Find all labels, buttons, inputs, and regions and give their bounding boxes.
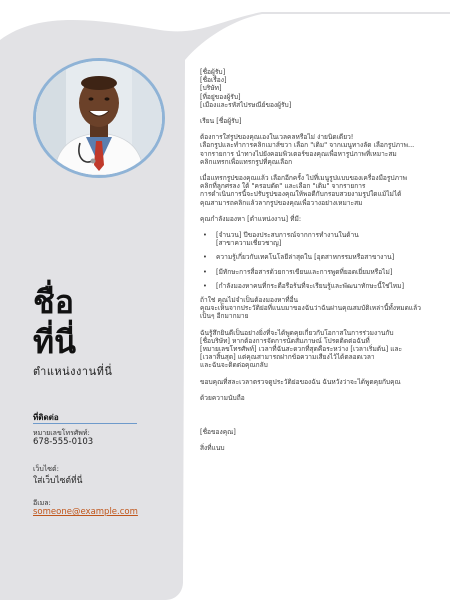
recipient-company: [บริษัท] [200,84,222,93]
paragraph-3 [200,296,448,321]
requirements-list [200,231,448,290]
paragraph-line: [หมายเลขโทรศัพท์] เวลาที่ฉันสะดวกที่สุดคือระหว่าง [เวลาเริ่มต้น] และ [200,345,403,354]
paragraph-line: จากรายการ นำทางไปยังคอมพิวเตอร์ของคุณเพื่อหารูปภาพที่เหมาะสม [200,149,397,158]
website-label: เว็บไซต์: [33,465,59,473]
recipient-title: [ชื่อเรื่อง] [200,76,227,85]
list-item-text: • [มีทักษะการสื่อสารด้วยการเขียนและการพูดที่ยอดเยี่ยมหรือไม่] [216,267,393,276]
paragraph-line: เป็นๆ อีกมากมาย [200,312,249,321]
paragraph-line: คุณจะเห็นจากประวัติย่อที่แนบมาของฉันว่าฉันผ่านคุณสมบัติเหล่านี้ทั้งหมดแล้ว [200,304,421,313]
list-item-text: • [กำลังมองหาคนที่กระตือรือร้นที่จะเรียนรู้และพัฒนาทักษะนี้ใช่ไหม] [216,281,405,290]
paragraph-line: การดำเนินการนี้จะปรับรูปของคุณให้พอดีกับกรอบสวยงามรูปใดแม้ไม่ได้ [200,190,402,199]
recipient-name: [ชื่อผู้รับ] [200,68,226,76]
contact-heading: ที่ติดต่อ [33,413,59,422]
cover-letter-body [200,68,448,453]
list-item-text: [สาขาความเชี่ยวชาญ] [216,239,282,248]
name-line-1: ชื่อ [33,283,74,321]
paragraph-line: คุณสามารถคลิกแล้วลากรูปของคุณเพื่อวางอย่างเหมาะสม [200,198,363,207]
paragraph-line: คลิกแทรกเพื่อแทรกรูปที่คุณเลือก [200,157,293,166]
list-item-text: • [จำนวน] ปีของประสบการณ์จากการทำงานในด้าน [216,231,359,240]
recipient-block [200,68,448,109]
paragraph-line: ต้องการใส่รูปของคุณเองในเวลคลหรือไม่ ง่ายนิดเดียว! [200,133,354,142]
name-line-2: ที่นี่ [33,323,76,361]
email-link[interactable]: someone@example.com [33,507,138,517]
greeting: เรียน [ชื่อผู้รับ] [200,117,242,126]
enclosure-note: สิ่งที่แนบ [200,444,225,453]
paragraph-line: ฉันรู้สึกยินดีเป็นอย่างยิ่งที่จะได้พูดคุยเกี่ยวกับโอกาสในการร่วมงานกับ [200,328,394,337]
paragraph-4 [200,329,448,370]
paragraph-line: และฉันจะติดต่อคุณกลับ [200,361,268,370]
paragraph-line: [ชื่อบริษัท] หากต้องการจัดการนัดสัมภาษณ์ โปรดติดต่อฉันที่ [200,336,370,345]
paragraph-line: คลิกที่ลูกศรลง ใต้ "ครอบตัด" และเลือก "เติม" จากรายการ [200,182,366,191]
paragraph-line: [เวลาสิ้นสุด] แต่คุณสามารถฝากข้อความเสียงไว้ได้ตลอดเวลา [200,353,375,362]
profile-photo[interactable] [33,58,165,178]
paragraph-line: เมื่อแทรกรูปของคุณแล้ว เลือกอีกครั้ง ไปที่เมนูรูปแบบของเครื่องมือรูปภาพ [200,174,407,183]
job-title: ตำแหน่งงานที่นี่ [33,365,113,378]
closing: ด้วยความนับถือ [200,393,245,402]
list-item [200,253,448,261]
phone-label: หมายเลขโทรศัพท์: [33,429,90,437]
thank-you-line: ขอบคุณที่สละเวลาตรวจดูประวัติย่อของฉัน ฉันหวังว่าจะได้พูดคุยกับคุณ [200,377,401,386]
list-item-text: • ความรู้เกี่ยวกับเทคโนโลยีล่าสุดใน [อุตสาหกรรมหรือสาขางาน] [216,253,395,262]
recipient-city-zip: [เมืองและรหัสไปรษณีย์ของผู้รับ] [200,100,292,109]
list-item [200,282,448,290]
email-label: อีเมล: [33,499,51,507]
list-item [200,231,448,247]
contact-divider [33,423,137,424]
paragraph-line: ถ้าใช่ คุณไม่จำเป็นต้องมองหาที่อื่น [200,296,299,305]
paragraph-1 [200,133,448,166]
list-item [200,268,448,276]
website-value: ใส่เว็บไซต์ที่นี่ [33,476,83,486]
signature-name: [ชื่อของคุณ] [200,428,236,437]
paragraph-2 [200,174,448,207]
phone-number: 678-555-0103 [33,437,94,447]
paragraph-line: เลือกรูปและทำการคลิกเมาส์ขวา เลือก "เติม" จากเมนูทางลัด เลือกรูปภาพ... [200,141,415,150]
doctor-portrait-image [36,61,162,175]
candidate-name [33,282,76,362]
requirements-lead: คุณกำลังมองหา [ตำแหน่งงาน] ที่มี: [200,214,302,223]
recipient-address: [ที่อยู่ของผู้รับ] [200,92,241,101]
